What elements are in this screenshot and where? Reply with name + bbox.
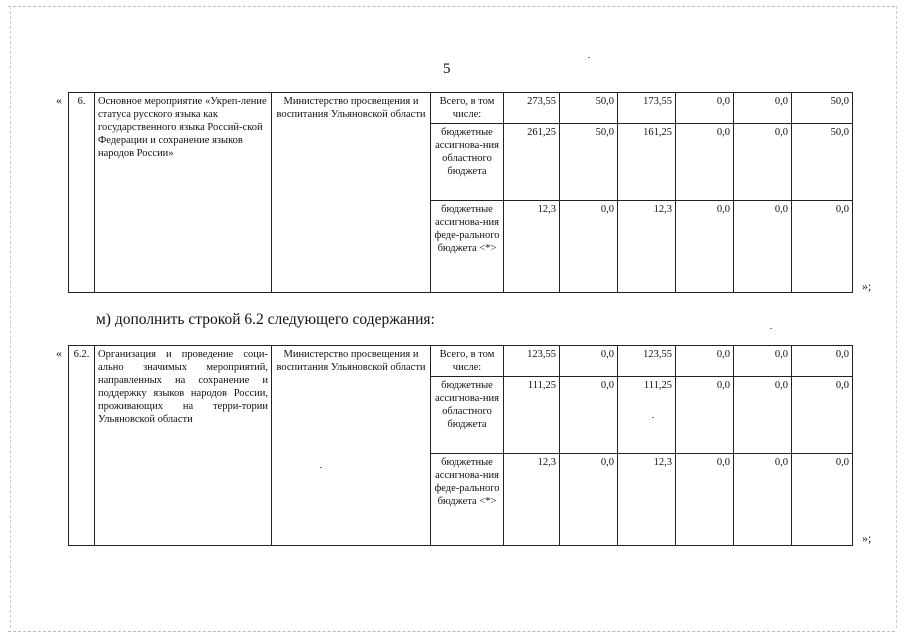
page-number: 5	[443, 61, 451, 77]
value-cell: 123,55	[618, 346, 676, 377]
value-cell: 0,0	[734, 124, 792, 201]
value-cell: 0,0	[734, 201, 792, 293]
closing-quote: »;	[862, 531, 872, 545]
value-cell: 50,0	[792, 93, 853, 124]
opening-quote: «	[56, 346, 62, 360]
funding-source: бюджетные ассигнова-ния феде-рального бюджета <*>	[431, 201, 504, 293]
scan-edge-bottom	[8, 631, 895, 632]
scan-edge-right	[896, 6, 897, 628]
value-cell: 0,0	[676, 93, 734, 124]
funding-source: бюджетные ассигнова-ния областного бюджета	[431, 377, 504, 454]
value-cell: 12,3	[618, 454, 676, 546]
scan-edge-left	[10, 6, 11, 628]
value-cell: 0,0	[676, 454, 734, 546]
value-cell: 50,0	[792, 124, 853, 201]
scan-edge-top	[8, 6, 895, 7]
value-cell: 0,0	[676, 124, 734, 201]
table-row	[69, 93, 853, 124]
activity-name: Основное мероприятие «Укреп-ление статуса русского языка как государственного языка Россий-ской Федерации и сохранение языков народов России»	[95, 93, 272, 293]
value-cell: 0,0	[676, 346, 734, 377]
value-cell: 0,0	[560, 346, 618, 377]
value-cell: 0,0	[734, 93, 792, 124]
value-cell: 273,55	[504, 93, 560, 124]
scan-speck	[588, 57, 590, 58]
closing-quote: »;	[862, 279, 872, 293]
activity-executor: Министерство просвещения и воспитания Ульяновской области	[272, 346, 431, 546]
activity-name: Организация и проведение соци-ально значимых мероприятий, направленных на сохранение и поддержку языков народов России, проживающих на терри-тории Ульяновской области	[95, 346, 272, 546]
activity-executor: Министерство просвещения и воспитания Ульяновской области	[272, 93, 431, 293]
value-cell: 0,0	[734, 377, 792, 454]
value-cell: 12,3	[504, 454, 560, 546]
amendment-instruction: м) дополнить строкой 6.2 следующего содержания:	[96, 311, 435, 328]
value-cell: 12,3	[618, 201, 676, 293]
value-cell: 173,55	[618, 93, 676, 124]
value-cell: 161,25	[618, 124, 676, 201]
value-cell: 0,0	[792, 201, 853, 293]
value-cell: 261,25	[504, 124, 560, 201]
value-cell: 0,0	[676, 377, 734, 454]
opening-quote: «	[56, 93, 62, 107]
value-cell: 0,0	[560, 377, 618, 454]
value-cell: 111,25	[618, 377, 676, 454]
funding-source: Всего, в том числе:	[431, 93, 504, 124]
funding-source: Всего, в том числе:	[431, 346, 504, 377]
activity-table-6-2	[68, 345, 853, 546]
funding-source: бюджетные ассигнова-ния областного бюджета	[431, 124, 504, 201]
scan-speck	[652, 417, 654, 418]
value-cell: 12,3	[504, 201, 560, 293]
activity-number: 6.	[69, 93, 95, 293]
value-cell: 111,25	[504, 377, 560, 454]
value-cell: 0,0	[734, 346, 792, 377]
value-cell: 0,0	[792, 377, 853, 454]
value-cell: 0,0	[560, 201, 618, 293]
scan-speck	[320, 467, 322, 468]
value-cell: 0,0	[792, 346, 853, 377]
value-cell: 50,0	[560, 124, 618, 201]
funding-source: бюджетные ассигнова-ния феде-рального бюджета <*>	[431, 454, 504, 546]
value-cell: 123,55	[504, 346, 560, 377]
value-cell: 50,0	[560, 93, 618, 124]
value-cell: 0,0	[792, 454, 853, 546]
table-row	[69, 346, 853, 377]
scan-speck	[770, 328, 772, 329]
value-cell: 0,0	[676, 201, 734, 293]
value-cell: 0,0	[734, 454, 792, 546]
activity-table-6	[68, 92, 853, 293]
activity-number: 6.2.	[69, 346, 95, 546]
value-cell: 0,0	[560, 454, 618, 546]
